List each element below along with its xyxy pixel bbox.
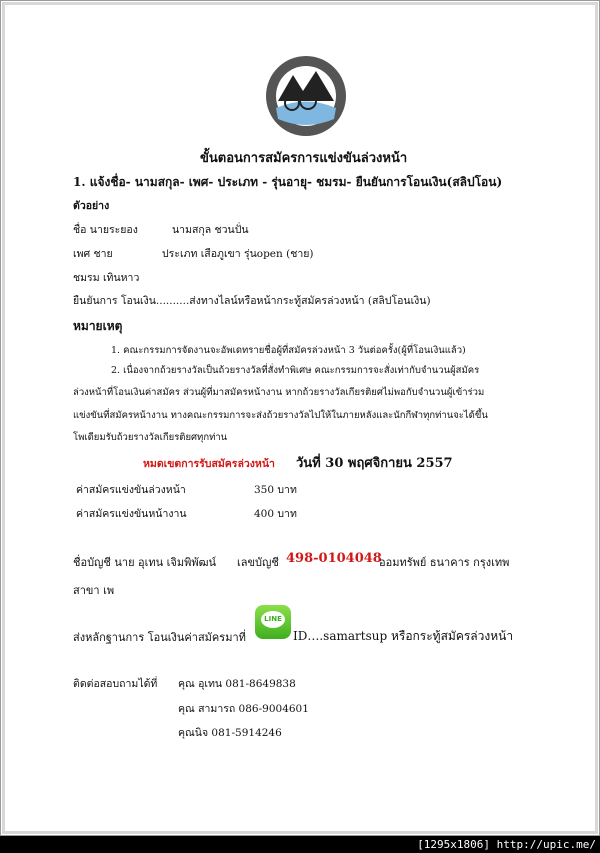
contact-person: คุณนิจ 081-5914246 — [178, 727, 282, 739]
example-club: ชมรม เทินหาว — [73, 272, 140, 284]
note-2-line-1: 2. เนื่องจากถ้วยรางวัลเป็นถ้วยรางวัลที่สั่งทำพิเศษ คณะกรรมการจะสั่งเท่ากับจำนวนผู้สมัคร — [111, 365, 480, 376]
image-host-caption: [1295x1806] http://upic.me/ — [417, 838, 596, 851]
line-id-text: ID….samartsup หรือกระทู้สมัครล่วงหน้า — [293, 629, 514, 643]
note-2-line-2: ล่วงหน้าที่โอนเงินค่าสมัคร ส่วนผู้ที่มาสมัครหน้างาน หากถ้วยรางวัลเกียรติยศไม่พอกับจำนวนผู้เข้าร่วม — [73, 387, 485, 398]
contact-person: คุณ สามารถ 086-9004601 — [178, 703, 309, 715]
contact-label: ติดต่อสอบถามได้ที่ — [73, 678, 158, 690]
example-sex: เพศ ชาย — [73, 248, 113, 260]
deadline-date: วันที่ 30 พฤศจิกายน 2557 — [296, 456, 453, 471]
fee-onsite-label: ค่าสมัครแข่งขันหน้างาน — [76, 508, 187, 520]
account-name: ชื่อบัญชี นาย อุเทน เจิมพิพัฒน์ — [73, 556, 217, 569]
bank-branch: สาขา เพ — [73, 584, 115, 597]
proof-text: ส่งหลักฐานการ โอนเงินค่าสมัครมาที่ — [73, 631, 246, 644]
example-heading: ตัวอย่าง — [73, 200, 110, 212]
note-1: 1. คณะกรรมการจัดงานจะอัพเดทรายชื่อผู้ที่สมัครล่วงหน้า 3 วันต่อครั้ง(ผู้ที่โอนเงินแล้ว) — [111, 345, 466, 356]
example-category: ประเภท เสือภูเขา รุ่นopen (ชาย) — [162, 248, 314, 260]
step-1: 1. แจ้งชื่อ- นามสกุล- เพศ- ประเภท - รุ่นอายุ- ชมรม- ยืนยันการโอนเงิน(สลิปโอน) — [73, 175, 503, 189]
example-name: ชื่อ นายระยอง — [73, 224, 138, 236]
example-confirm: ยืนยันการ โอนเงิน..........ส่งทางไลน์หรือหน้ากระทู้สมัครล่วงหน้า (สลิปโอนเงิน) — [73, 295, 431, 307]
account-number: 498-0104048 — [286, 551, 382, 566]
fee-advance-amount: 350 บาท — [254, 484, 297, 496]
page-title: ขั้นตอนการสมัครการแข่งขันล่วงหน้า — [200, 151, 408, 166]
account-number-label: เลขบัญชี — [237, 556, 279, 569]
fee-onsite-amount: 400 บาท — [254, 508, 297, 520]
deadline-label: หมดเขตการรับสมัครล่วงหน้า — [143, 458, 275, 470]
note-2-line-3: แข่งขันที่สมัครหน้างาน ทางคณะกรรมการจะส่งถ้วยรางวัลไปให้ในภายหลังและนักกีฬาทุกท่านจะได้ขึ้น — [73, 410, 488, 421]
line-icon-label: LINE — [261, 611, 285, 628]
cycling-club-logo — [248, 53, 364, 139]
note-2-line-4: โพเดียมรับถ้วยรางวัลเกียรติยศทุกท่าน — [73, 432, 228, 443]
example-surname: นามสกุล ชวนปั่น — [172, 224, 249, 236]
fee-advance-label: ค่าสมัครแข่งขันล่วงหน้า — [76, 484, 186, 496]
contact-person: คุณ อุเทน 081-8649838 — [178, 678, 296, 690]
line-app-icon — [255, 605, 291, 639]
bank-name: ออมทรัพย์ ธนาคาร กรุงเทพ — [379, 556, 510, 569]
notes-heading: หมายเหตุ — [73, 319, 123, 333]
